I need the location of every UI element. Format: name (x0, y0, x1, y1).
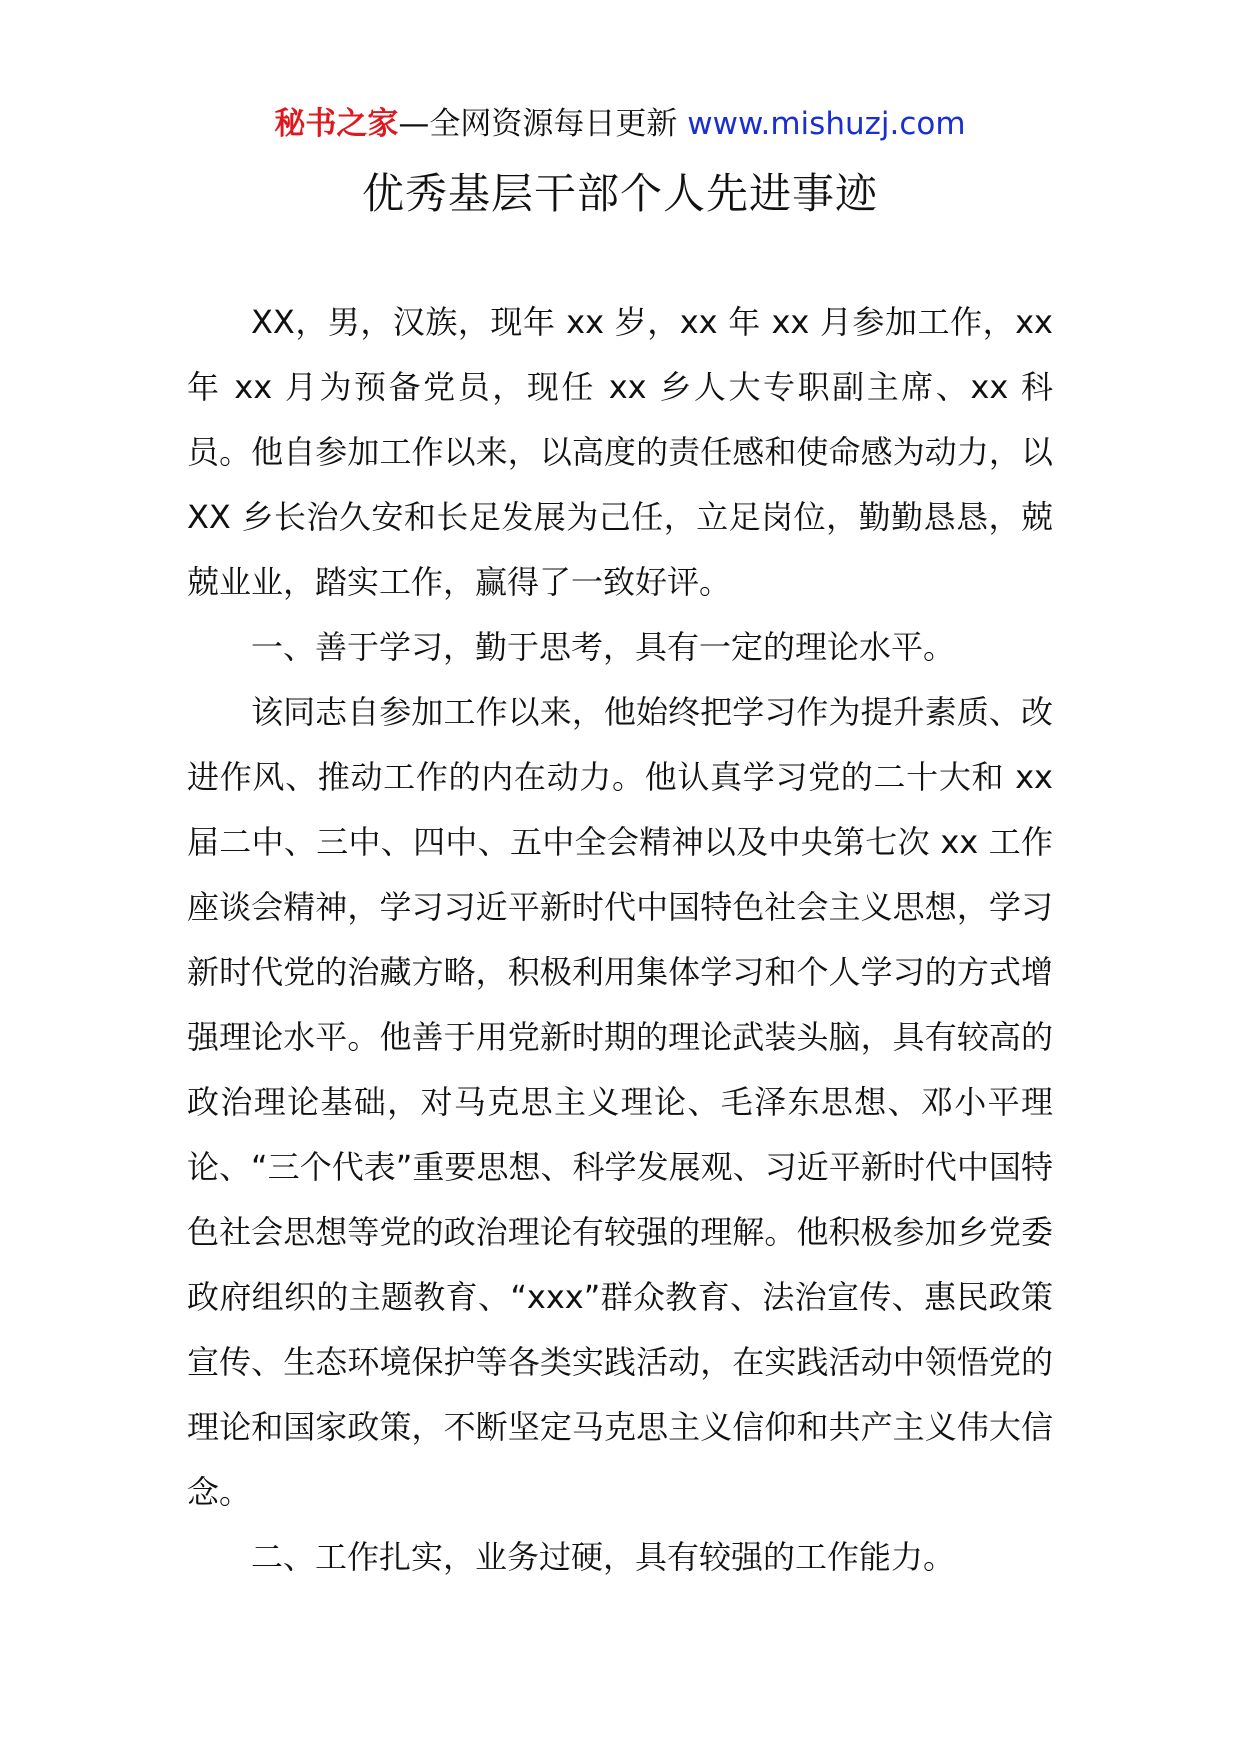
section-heading-1: 一、善于学习，勤于思考，具有一定的理论水平。 (251, 628, 956, 666)
section-heading-2: 二、工作扎实，业务过硬，具有较强的工作能力。 (251, 1538, 956, 1576)
intro-paragraph: XX，男，汉族，现年 xx 岁，xx 年 xx 月参加工作，xx 年 xx 月为预备党员，现任 xx 乡人大专职副主席、xx 科员。他自参加工作以来，以高度的责任感和使命感为动力，以 XX 乡长治久安和长足发展为己任，立足岗位，勤勤恳恳，兢兢业业，踏实工作，赢得了一致好评。 (187, 303, 1053, 601)
document-title: 优秀基层干部个人先进事迹 (361, 169, 878, 218)
site-header (0, 100, 1240, 148)
site-url-link[interactable]: www.mishuzj.com (687, 106, 966, 142)
section-1-paragraph: 该同志自参加工作以来，他始终把学习作为提升素质、改进作风、推动工作的内在动力。他认真学习党的二十大和 xx 届二中、三中、四中、五中全会精神以及中央第七次 xx 工作座谈会精神，学习习近平新时代中国特色社会主义思想，学习新时代党的治藏方略，积极利用集体学习和个人学习的方式增强理论水平。他善于用党新时期的理论武装头脑，具有较高的政治理论基础，对马克思主义理论、毛泽东思想、邓小平理论、“三个代表”重要思想、科学发展观、习近平新时代中国特色社会思想等党的政治理论有较强的理解。他积极参加乡党委政府组织的主题教育、“xxx”群众教育、法治宣传、惠民政策宣传、生态环境保护等各类实践活动，在实践活动中领悟党的理论和国家政策，不断坚定马克思主义信仰和共产主义伟大信念。 (187, 693, 1053, 1511)
brand-name: 秘书之家 (274, 106, 399, 142)
document-body (187, 290, 1053, 1590)
header-tagline: —全网资源每日更新 (398, 106, 688, 142)
